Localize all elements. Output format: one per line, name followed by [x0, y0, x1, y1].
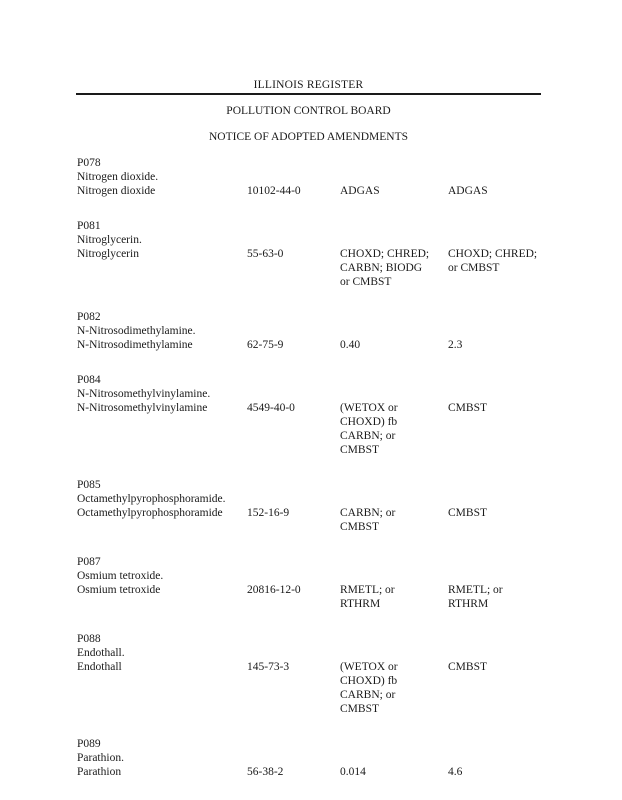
nonwastewater-standard: CMBST [448, 402, 487, 414]
constituent-row [77, 184, 547, 198]
constituent-name: Osmium tetroxide [77, 584, 161, 596]
wastewater-standard: 0.014 [340, 766, 366, 778]
constituent-row [77, 401, 547, 457]
waste-entry [77, 555, 547, 611]
waste-code: P089 [77, 738, 101, 750]
constituent-name: Nitrogen dioxide [77, 185, 156, 197]
constituent-name: Endothall [77, 661, 122, 673]
constituent-row [77, 338, 547, 352]
waste-code: P081 [77, 220, 101, 232]
waste-description: N-Nitrosomethylvinylamine. [77, 388, 211, 400]
waste-code-table [77, 156, 547, 800]
nonwastewater-standard: 4.6 [448, 766, 463, 778]
waste-entry [77, 156, 547, 198]
wastewater-standard: 0.40 [340, 339, 361, 351]
nonwastewater-standard: 2.3 [448, 339, 463, 351]
wastewater-standard: ADGAS [340, 185, 380, 197]
waste-entry [77, 478, 547, 534]
constituent-name: N-Nitrosomethylvinylamine [77, 402, 208, 414]
waste-entry [77, 737, 547, 779]
agency-name: POLLUTION CONTROL BOARD [226, 105, 391, 117]
nonwastewater-standard: CMBST [448, 661, 487, 673]
waste-entry [77, 310, 547, 352]
constituent-name: N-Nitrosodimethylamine [77, 339, 193, 351]
waste-code: P084 [77, 374, 101, 386]
cas-number: 56-38-2 [247, 766, 284, 778]
cas-number: 55-63-0 [247, 248, 284, 260]
constituent-name: Nitroglycerin [77, 248, 139, 260]
waste-description: Nitrogen dioxide. [77, 171, 159, 183]
waste-code: P082 [77, 311, 101, 323]
constituent-row [77, 660, 547, 716]
wastewater-standard: (WETOX or CHOXD) fb CARBN; or CMBST [340, 661, 398, 715]
waste-code: P085 [77, 479, 101, 491]
waste-code: P088 [77, 633, 101, 645]
cas-number: 20816-12-0 [247, 584, 301, 596]
waste-description: Nitroglycerin. [77, 234, 142, 246]
wastewater-standard: CARBN; or CMBST [340, 507, 396, 533]
wastewater-standard: CHOXD; CHRED; CARBN; BIODG or CMBST [340, 248, 430, 288]
waste-entry [77, 632, 547, 716]
nonwastewater-standard: CHOXD; CHRED; or CMBST [448, 248, 538, 274]
cas-number: 145-73-3 [247, 661, 290, 673]
constituent-name: Parathion [77, 766, 122, 778]
nonwastewater-standard: CMBST [448, 507, 487, 519]
constituent-row [77, 765, 547, 779]
nonwastewater-standard: ADGAS [448, 185, 488, 197]
notice-title: NOTICE OF ADOPTED AMENDMENTS [208, 131, 409, 143]
constituent-row [77, 583, 547, 611]
waste-entry [77, 219, 547, 289]
wastewater-standard: (WETOX or CHOXD) fb CARBN; or CMBST [340, 402, 398, 456]
waste-code: P087 [77, 556, 101, 568]
cas-number: 152-16-9 [247, 507, 290, 519]
header-rule [76, 93, 541, 95]
waste-entry [77, 373, 547, 457]
cas-number: 10102-44-0 [247, 185, 301, 197]
waste-description: Osmium tetroxide. [77, 570, 164, 582]
constituent-name: Octamethylpyrophosphoramide [77, 507, 223, 519]
constituent-row [77, 506, 547, 534]
wastewater-standard: RMETL; or RTHRM [340, 584, 395, 610]
waste-code: P078 [77, 157, 101, 169]
waste-description: Endothall. [77, 647, 125, 659]
nonwastewater-standard: RMETL; or RTHRM [448, 584, 503, 610]
constituent-row [77, 247, 547, 289]
waste-description: Parathion. [77, 752, 124, 764]
register-title: ILLINOIS REGISTER [253, 79, 364, 91]
cas-number: 62-75-9 [247, 339, 284, 351]
waste-description: Octamethylpyrophosphoramide. [77, 493, 226, 505]
cas-number: 4549-40-0 [247, 402, 295, 414]
waste-description: N-Nitrosodimethylamine. [77, 325, 196, 337]
